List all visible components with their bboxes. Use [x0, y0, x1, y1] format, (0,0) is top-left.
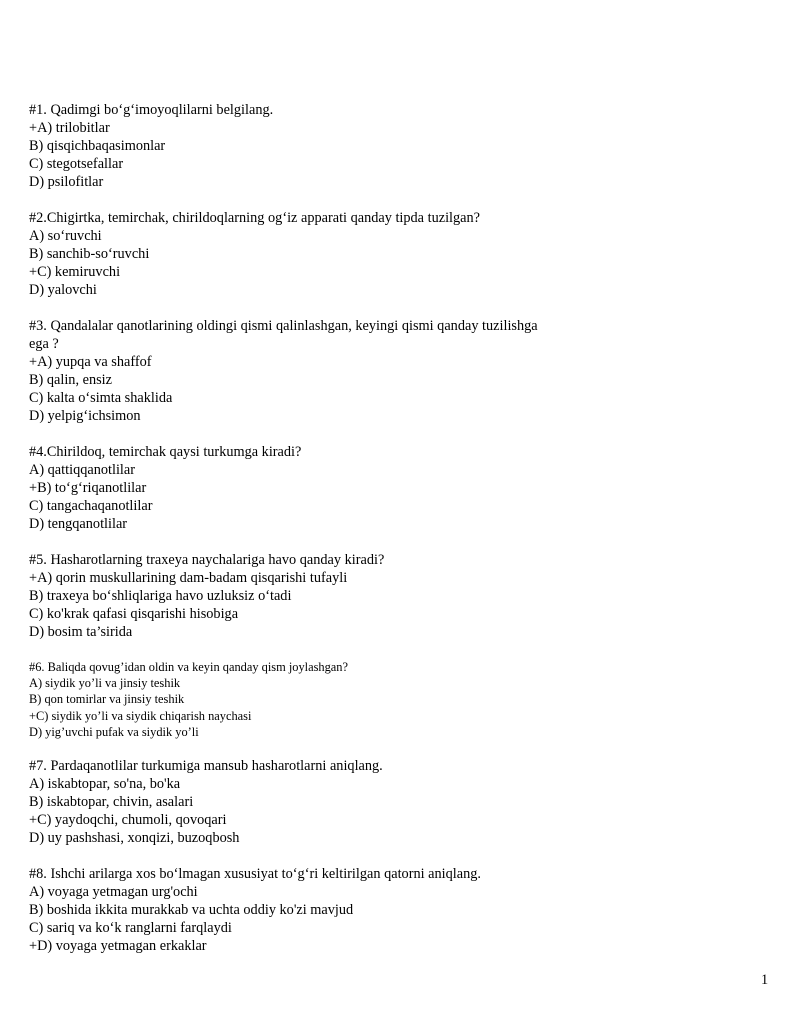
answer-option: +A) yupqa va shaffof — [29, 354, 152, 370]
answer-option: D) bosim ta’sirida — [29, 624, 133, 640]
question-text: #6. Baliqda qovug’idan oldin va keyin qanday qism joylashgan? — [29, 660, 348, 674]
answer-option: B) traxeya bo‘shliqlariga havo uzluksiz o‘tadi — [29, 588, 292, 604]
question-6 — [29, 659, 769, 740]
answer-option: C) kalta o‘simta shaklida — [29, 390, 173, 406]
question-text: #8. Ishchi arilarga xos bo‘lmagan xususiyat to‘g‘ri keltirilgan qatorni aniqlang. — [29, 866, 481, 883]
question-text: #3. Qandalalar qanotlarining oldingi qismi qalinlashgan, keyingi qismi qanday tuzilishga — [29, 318, 538, 334]
document-body — [29, 101, 769, 955]
answer-option: +C) kemiruvchi — [29, 264, 121, 280]
answer-option: A) so‘ruvchi — [29, 228, 102, 244]
spacer — [29, 533, 769, 551]
spacer — [29, 299, 769, 317]
answer-option: B) iskabtopar, chivin, asalari — [29, 794, 194, 811]
answer-option: B) qalin, ensiz — [29, 372, 112, 388]
answer-option: C) sariq va ko‘k ranglarni farqlaydi — [29, 920, 232, 937]
question-text: #2.Chigirtka, temirchak, chirildoqlarning og‘iz apparati qanday tipda tuzilgan? — [29, 210, 481, 226]
answer-option: A) qattiqqanotlilar — [29, 462, 136, 478]
question-text-continued: ega ? — [29, 336, 59, 352]
question-5 — [29, 551, 769, 641]
answer-option: +A) trilobitlar — [29, 120, 110, 136]
question-text: #7. Pardaqanotlilar turkumiga mansub hasharotlarni aniqlang. — [29, 758, 383, 775]
answer-option: D) psilofitlar — [29, 174, 104, 190]
answer-option: D) tengqanotlilar — [29, 516, 128, 532]
question-7 — [29, 757, 769, 847]
spacer — [29, 740, 769, 757]
question-text: #4.Chirildoq, temirchak qaysi turkumga kiradi? — [29, 444, 302, 460]
answer-option: +D) voyaga yetmagan erkaklar — [29, 938, 207, 955]
answer-option: +A) qorin muskullarining dam-badam qisqarishi tufayli — [29, 570, 348, 586]
question-text: #1. Qadimgi bo‘g‘imoyoqlilarni belgilang. — [29, 102, 274, 118]
answer-option: +B) to‘g‘riqanotlilar — [29, 480, 147, 496]
spacer — [29, 425, 769, 443]
question-8 — [29, 865, 769, 955]
question-3 — [29, 317, 769, 425]
page-number: 1 — [761, 972, 769, 988]
answer-option: C) stegotsefallar — [29, 156, 124, 172]
answer-option: D) yalovchi — [29, 282, 97, 298]
answer-option: D) yelpig‘ichsimon — [29, 408, 141, 424]
question-2 — [29, 209, 769, 299]
question-1 — [29, 101, 769, 191]
spacer — [29, 641, 769, 659]
answer-option: C) ko'krak qafasi qisqarishi hisobiga — [29, 606, 239, 622]
answer-option: A) voyaga yetmagan urg'ochi — [29, 884, 198, 901]
spacer — [29, 191, 769, 209]
question-text: #5. Hasharotlarning traxeya naychalariga havo qanday kiradi? — [29, 552, 385, 568]
answer-option: D) yig’uvchi pufak va siydik yo’li — [29, 724, 199, 739]
spacer — [29, 847, 769, 865]
answer-option: C) tangachaqanotlilar — [29, 498, 153, 514]
answer-option: D) uy pashshasi, xonqizi, buzoqbosh — [29, 830, 240, 847]
answer-option: +C) siydik yo’li va siydik chiqarish naychasi — [29, 708, 252, 723]
answer-option: B) boshida ikkita murakkab va uchta oddiy ko'zi mavjud — [29, 902, 354, 919]
answer-option: B) sanchib-so‘ruvchi — [29, 246, 150, 262]
answer-option: A) iskabtopar, so'na, bo'ka — [29, 776, 181, 793]
answer-option: +C) yaydoqchi, chumoli, qovoqari — [29, 812, 227, 829]
answer-option: A) siydik yo’li va jinsiy teshik — [29, 676, 181, 691]
answer-option: B) qon tomirlar va jinsiy teshik — [29, 692, 185, 707]
answer-option: B) qisqichbaqasimonlar — [29, 138, 166, 154]
question-4 — [29, 443, 769, 533]
